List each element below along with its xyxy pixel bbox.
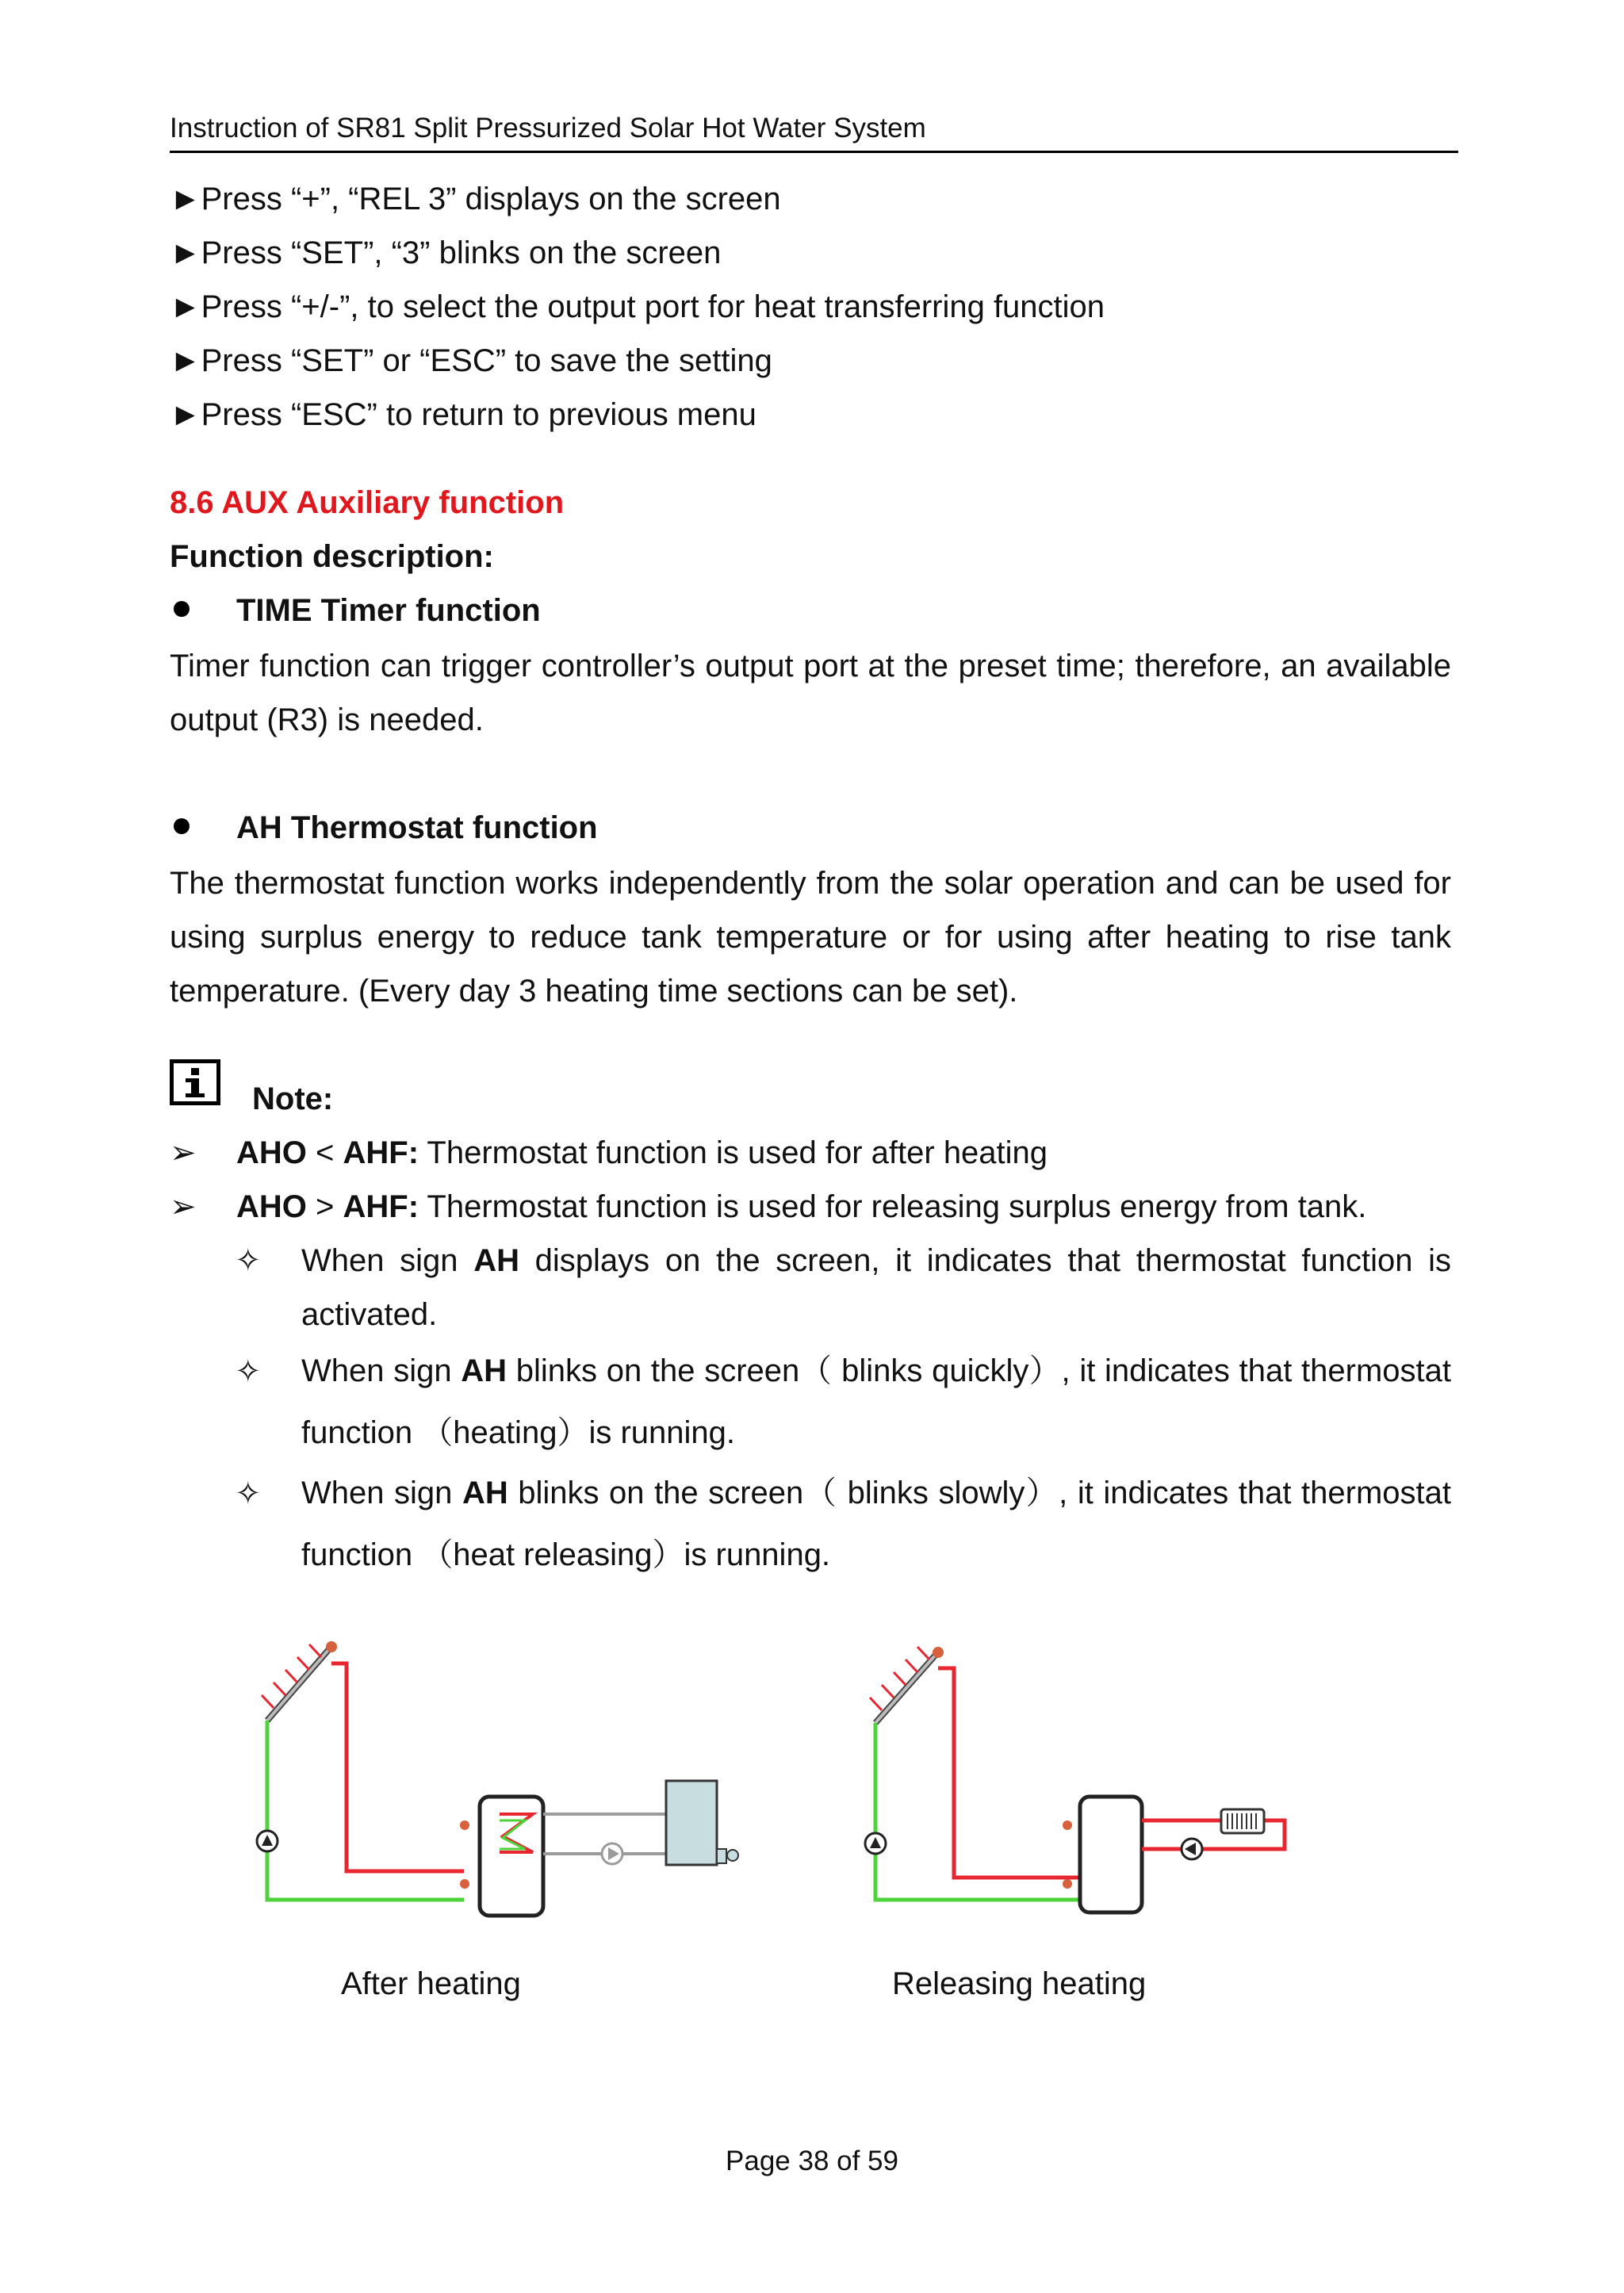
note-subitem-1: When sign AH displays on the screen, it indicates that thermostat function is activated. xyxy=(301,1243,1451,1332)
after-heating-diagram xyxy=(238,1633,761,1935)
diamond-bullet-icon: ✧ xyxy=(235,1476,262,1511)
ah-function-body: The thermostat function works independently from the solar operation and can be used for using surplus energy to reduce tank temperature or for using after heating to rise tank temperature. (Every day 3 heating time sections can be set). xyxy=(170,866,1451,1009)
arrow-bullet-icon: ➢ xyxy=(170,1135,197,1170)
step-2: ►Press “SET”, “3” blinks on the screen xyxy=(170,235,722,270)
after-heating-caption: After heating xyxy=(341,1966,521,2001)
info-icon xyxy=(170,1059,220,1105)
note-label: Note: xyxy=(252,1081,334,1116)
note-item-1: AHO < AHF: Thermostat function is used for after heating xyxy=(236,1135,1048,1170)
bullet-dot-icon xyxy=(174,601,190,617)
diamond-bullet-icon: ✧ xyxy=(235,1243,262,1278)
step-4: ►Press “SET” or “ESC” to save the setting xyxy=(170,343,772,378)
function-description-heading: Function description: xyxy=(170,539,494,574)
time-function-title: TIME Timer function xyxy=(236,593,541,628)
section-heading: 8.6 AUX Auxiliary function xyxy=(170,485,565,520)
note-subitem-2: When sign AH blinks on the screen（ blinks quickly）, it indicates that thermostat function （heating）is running. xyxy=(301,1353,1451,1450)
solar-collector-icon xyxy=(870,1647,944,1723)
page-header: Instruction of SR81 Split Pressurized Solar Hot Water System xyxy=(170,113,1458,153)
time-function-body: Timer function can trigger controller’s output port at the preset time; therefore, an available output (R3) is needed. xyxy=(170,649,1451,737)
note-item-2: AHO > AHF: Thermostat function is used for releasing surplus energy from tank. xyxy=(236,1189,1367,1224)
releasing-heating-diagram xyxy=(848,1641,1324,1927)
step-1: ►Press “+”, “REL 3” displays on the screen xyxy=(170,182,781,216)
storage-tank-icon xyxy=(460,1797,543,1916)
bullet-dot-icon xyxy=(174,818,190,834)
page-number: Page 38 of 59 xyxy=(726,2146,898,2176)
diamond-bullet-icon: ✧ xyxy=(235,1354,262,1389)
step-3: ►Press “+/-”, to select the output port for heat transferring function xyxy=(170,289,1105,324)
storage-tank-icon xyxy=(1063,1797,1142,1912)
circulation-pump-icon xyxy=(602,1843,622,1864)
boiler-icon xyxy=(666,1781,738,1865)
pump-icon xyxy=(865,1833,886,1854)
arrow-bullet-icon: ➢ xyxy=(170,1189,197,1224)
circulation-pump-icon xyxy=(1182,1839,1202,1859)
pump-icon xyxy=(257,1831,278,1851)
ah-function-title: AH Thermostat function xyxy=(236,810,598,845)
solar-collector-icon xyxy=(262,1641,337,1721)
note-subitem-3: When sign AH blinks on the screen（ blinks slowly）, it indicates that thermostat function （heat releasing）is running. xyxy=(301,1476,1451,1572)
radiator-icon xyxy=(1221,1809,1264,1833)
step-5: ►Press “ESC” to return to previous menu xyxy=(170,397,756,432)
releasing-heating-caption: Releasing heating xyxy=(892,1966,1147,2001)
